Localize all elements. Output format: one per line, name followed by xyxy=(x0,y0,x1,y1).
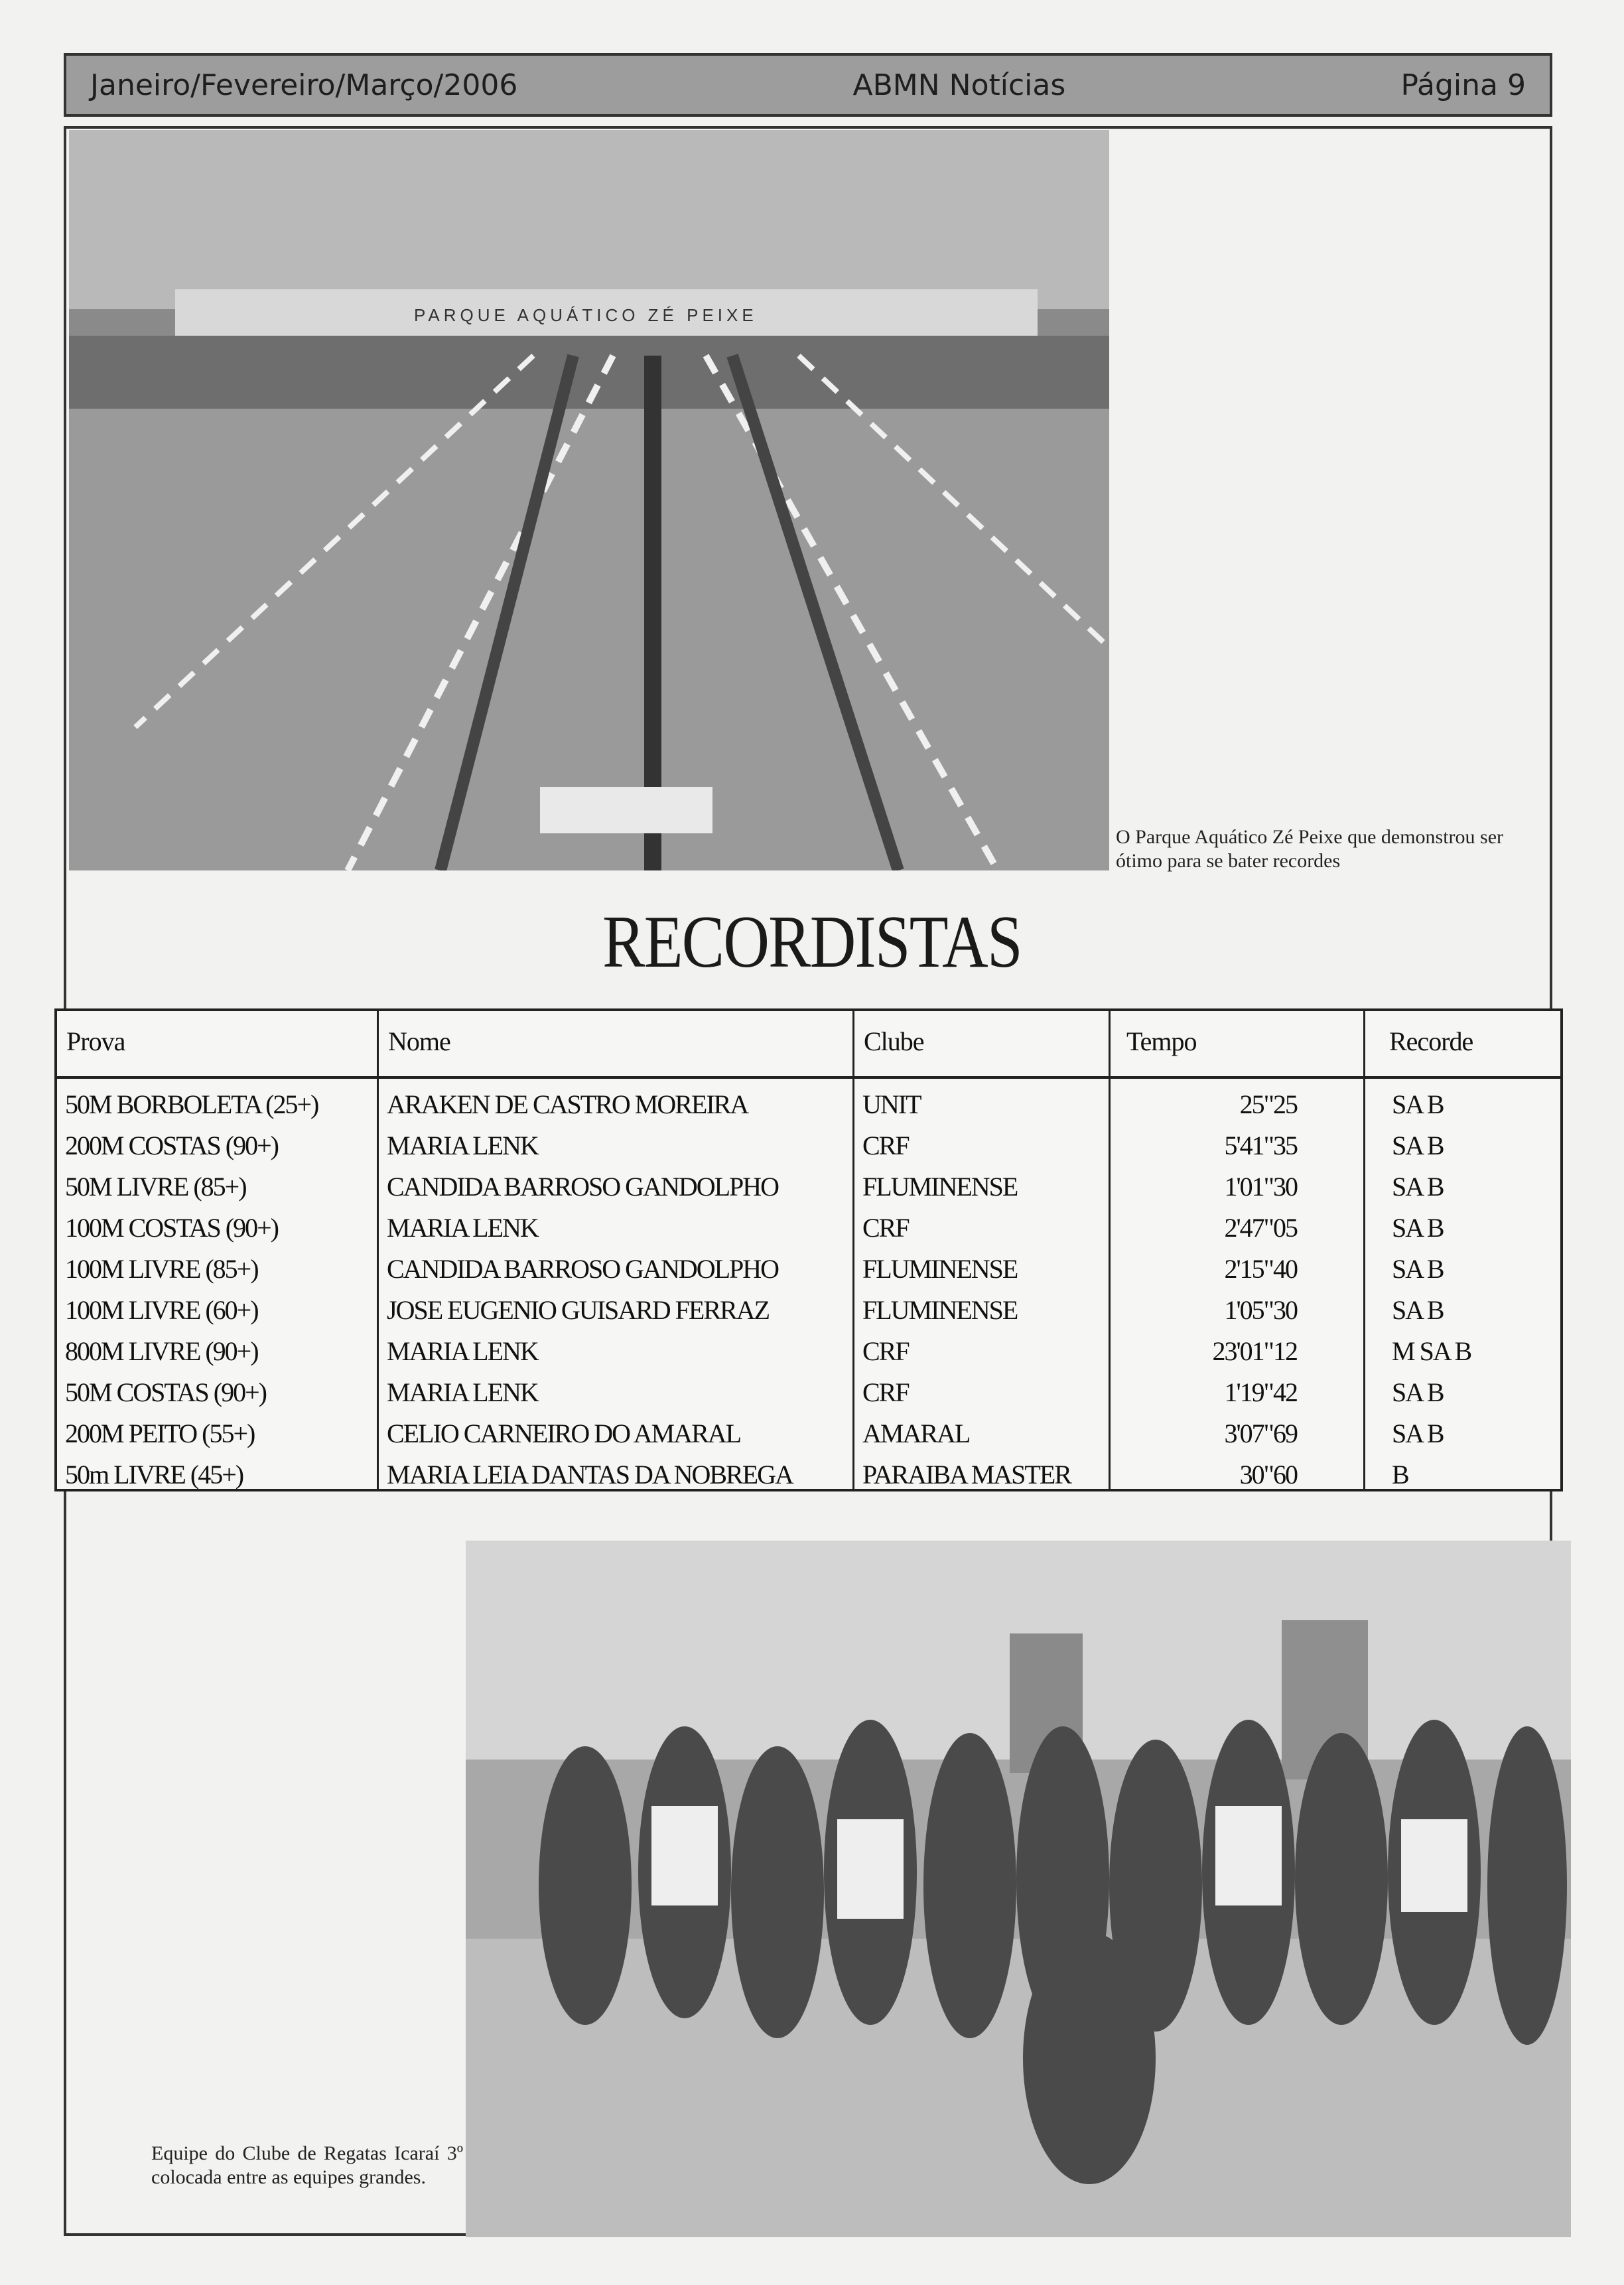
column-clube xyxy=(854,1079,1111,1489)
column-tempo xyxy=(1111,1079,1365,1489)
cell-prova: 100M LIVRE (85+) xyxy=(65,1254,258,1284)
cell-prova: 800M LIVRE (90+) xyxy=(65,1336,258,1366)
cell-clube: CRF xyxy=(862,1336,909,1366)
column-recorde xyxy=(1365,1079,1560,1489)
cell-recorde: M SA B xyxy=(1392,1336,1471,1366)
cell-nome: MARIA LENK xyxy=(387,1131,538,1160)
pool-photo xyxy=(69,130,1109,870)
cell-prova: 50M COSTAS (90+) xyxy=(65,1377,266,1407)
cell-tempo: 1'01"30 xyxy=(1224,1172,1297,1202)
publication-name: ABMN Notícias xyxy=(852,68,1066,102)
cell-tempo: 1'05"30 xyxy=(1224,1295,1297,1325)
cell-tempo: 2'15"40 xyxy=(1224,1254,1297,1284)
cell-nome: CELIO CARNEIRO DO AMARAL xyxy=(387,1419,741,1448)
cell-nome: CANDIDA BARROSO GANDOLPHO xyxy=(387,1172,779,1202)
cell-recorde: SA B xyxy=(1392,1377,1444,1407)
cell-recorde: SA B xyxy=(1392,1131,1444,1160)
cell-clube: UNIT xyxy=(862,1089,921,1119)
header-tempo: Tempo xyxy=(1111,1011,1365,1076)
cell-tempo: 30"60 xyxy=(1239,1460,1297,1489)
cell-nome: MARIA LENK xyxy=(387,1336,538,1366)
cell-prova: 50M BORBOLETA (25+) xyxy=(65,1089,318,1119)
cell-prova: 100M COSTAS (90+) xyxy=(65,1213,278,1243)
page-header xyxy=(64,53,1552,117)
cell-recorde: SA B xyxy=(1392,1419,1444,1448)
cell-recorde: B xyxy=(1392,1460,1408,1489)
pool-banner-text: PARQUE AQUÁTICO ZÉ PEIXE xyxy=(414,305,758,325)
team-caption: Equipe do Clube de Regatas Icaraí 3º colocada entre as equipes grandes. xyxy=(151,2142,463,2188)
cell-nome: ARAKEN DE CASTRO MOREIRA xyxy=(387,1089,748,1119)
header-clube: Clube xyxy=(854,1011,1111,1076)
cell-nome: JOSE EUGENIO GUISARD FERRAZ xyxy=(387,1295,770,1325)
cell-tempo: 2'47"05 xyxy=(1224,1213,1297,1243)
cell-clube: FLUMINENSE xyxy=(862,1295,1018,1325)
cell-nome: MARIA LEIA DANTAS DA NOBREGA xyxy=(387,1460,793,1489)
cell-tempo: 1'19"42 xyxy=(1224,1377,1297,1407)
cell-clube: CRF xyxy=(862,1377,909,1407)
cell-prova: 200M COSTAS (90+) xyxy=(65,1131,278,1160)
team-photo xyxy=(466,1541,1571,2237)
cell-nome: CANDIDA BARROSO GANDOLPHO xyxy=(387,1254,779,1284)
cell-prova: 100M LIVRE (60+) xyxy=(65,1295,258,1325)
cell-clube: FLUMINENSE xyxy=(862,1172,1018,1202)
cell-recorde: SA B xyxy=(1392,1089,1444,1119)
table-body xyxy=(57,1079,1560,1489)
pool-caption: O Parque Aquático Zé Peixe que demonstrou ser ótimo para se bater recordes xyxy=(1116,826,1504,872)
section-title: RECORDISTAS xyxy=(602,901,1022,983)
team-illustration xyxy=(466,1541,1571,2237)
cell-clube: CRF xyxy=(862,1213,909,1243)
cell-recorde: SA B xyxy=(1392,1254,1444,1284)
page-number: Página 9 xyxy=(1400,68,1526,102)
cell-recorde: SA B xyxy=(1392,1295,1444,1325)
cell-clube: FLUMINENSE xyxy=(862,1254,1018,1284)
cell-nome: MARIA LENK xyxy=(387,1377,538,1407)
cell-clube: CRF xyxy=(862,1131,909,1160)
cell-prova: 50M LIVRE (85+) xyxy=(65,1172,246,1202)
header-recorde: Recorde xyxy=(1389,1026,1473,1056)
cell-prova: 50m LIVRE (45+) xyxy=(65,1460,243,1489)
table-header xyxy=(57,1011,1560,1079)
column-nome xyxy=(379,1079,854,1489)
cell-recorde: SA B xyxy=(1392,1213,1444,1243)
cell-clube: PARAIBA MASTER xyxy=(862,1460,1071,1489)
pool-illustration xyxy=(69,130,1109,870)
cell-tempo: 25"25 xyxy=(1239,1089,1297,1119)
issue-date: Janeiro/Fevereiro/Março/2006 xyxy=(90,68,518,102)
cell-recorde: SA B xyxy=(1392,1172,1444,1202)
column-prova xyxy=(57,1079,379,1489)
cell-prova: 200M PEITO (55+) xyxy=(65,1419,255,1448)
records-table xyxy=(54,1008,1563,1491)
cell-tempo: 23'01"12 xyxy=(1212,1336,1297,1366)
cell-nome: MARIA LENK xyxy=(387,1213,538,1243)
cell-tempo: 5'41"35 xyxy=(1224,1131,1297,1160)
header-prova: Prova xyxy=(57,1011,379,1076)
cell-tempo: 3'07"69 xyxy=(1224,1419,1297,1448)
cell-clube: AMARAL xyxy=(862,1419,970,1448)
header-nome: Nome xyxy=(379,1011,854,1076)
